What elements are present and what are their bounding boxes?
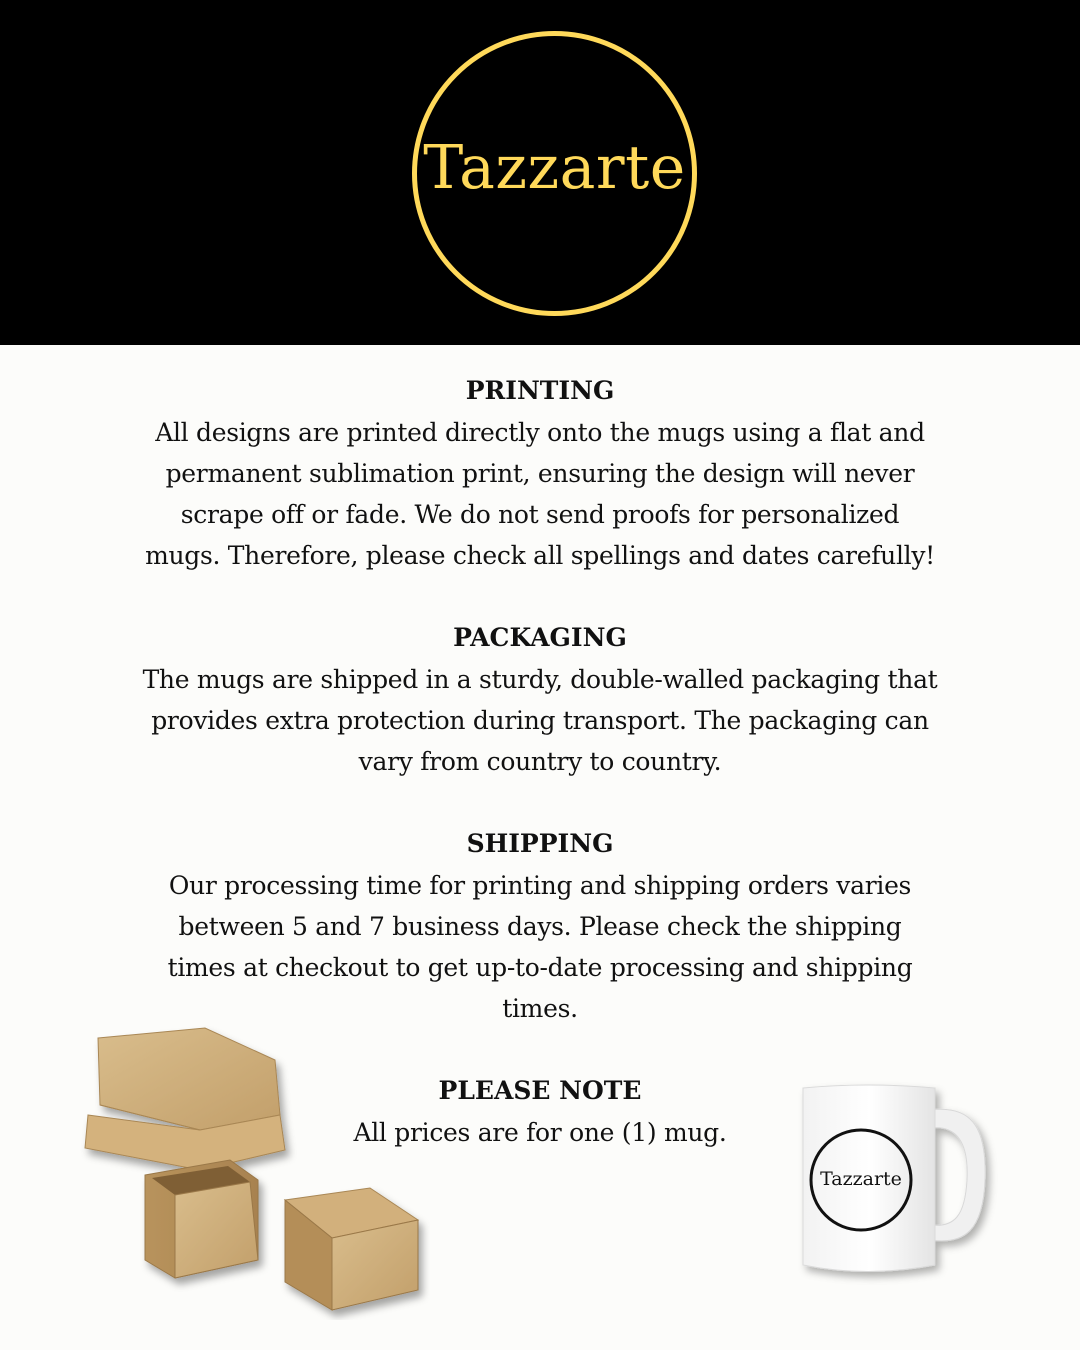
section-printing [140,370,940,576]
cardboard-boxes-image [80,1020,430,1320]
section-body: The mugs are shipped in a sturdy, double-walled packaging that provides extra protection during transport. The packaging can vary from country to country. [142,665,938,776]
section-title: PRINTING [465,376,615,405]
section-shipping [140,823,940,1029]
section-title: PLEASE NOTE [438,1076,642,1105]
section-title: SHIPPING [466,829,614,858]
logo-wordmark: Tazzarte [423,132,686,203]
section-body: Our processing time for printing and shipping orders varies between 5 and 7 business days. Please check the shipping times at checkout to get up-to-date processing and shipping times. [167,871,913,1023]
section-packaging [140,617,940,782]
section-body: All designs are printed directly onto the mugs using a flat and permanent sublimation print, ensuring the design will never scrape off or fade. We do not send proofs for personalized mugs. Therefore, please check all spellings and dates carefully! [145,418,935,570]
mug-print-label: Tazzarte [820,1168,902,1190]
header-banner [0,0,1080,345]
section-title: PACKAGING [453,623,627,652]
section-body: All prices are for one (1) mug. [353,1118,727,1147]
